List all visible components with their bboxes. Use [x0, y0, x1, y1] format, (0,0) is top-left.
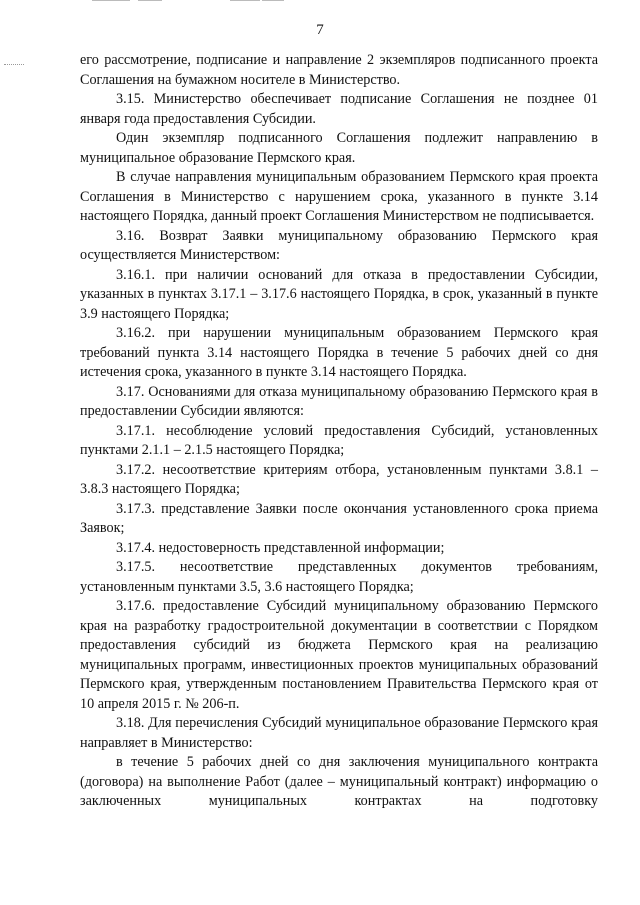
paragraph: 3.17.4. недостоверность представленной информации;	[116, 539, 445, 556]
paragraph: 3.16.1. при наличии оснований для отказа в предоставлении Субсидии, указанных в пунктах 3.17.1 – 3.17.6 настоящего Порядка, в срок, указанный в пункте 3.9 настоящего Порядка;	[80, 266, 598, 322]
paragraph: 3.17.6. предоставление Субсидий муниципальному образованию Пермского края на разработку градостроительной документации в соответствии с Порядком предоставления субсидий из бюджета Пермского края на реализацию муниципальных программ, инвестиционных проектов муниципальных образований Пермского края, утвержденным постановлением Правительства Пермского края от 10 апреля 2015 г. № 206-п.	[80, 598, 598, 712]
scan-artifact-line	[138, 0, 162, 1]
paragraph: 3.15. Министерство обеспечивает подписание Соглашения не позднее 01 января года предоставления Субсидии.	[80, 91, 598, 127]
paragraph: 3.17.5. несоответствие представленных документов требованиям, установленным пунктами 3.5, 3.6 настоящего Порядка;	[80, 559, 598, 595]
paragraph: его рассмотрение, подписание и направление 2 экземпляров подписанного проекта Соглашения на бумажном носителе в Министерство.	[80, 52, 598, 88]
scan-artifact-line	[92, 0, 130, 1]
margin-artifact	[4, 64, 24, 66]
paragraph: 3.17.3. представление Заявки после окончания установленного срока приема Заявок;	[80, 500, 598, 536]
paragraph: Один экземпляр подписанного Соглашения подлежит направлению в муниципальное образование Пермского края.	[80, 130, 598, 166]
scan-artifact-line	[262, 0, 284, 1]
paragraph: в течение 5 рабочих дней со дня заключения муниципального контракта (договора) на выполнение Работ (далее – муниципальный контракт) информацию о заключенных муниципальных контрактах на подготовку	[80, 754, 598, 809]
document-body	[80, 51, 598, 812]
scan-artifacts	[0, 0, 640, 6]
paragraph: 3.17.2. несоответствие критериям отбора, установленным пунктами 3.8.1 – 3.8.3 настоящего Порядка;	[80, 461, 598, 497]
paragraph: 3.16. Возврат Заявки муниципальному образованию Пермского края осуществляется Министерством:	[80, 227, 598, 263]
paragraph: 3.18. Для перечисления Субсидий муниципальное образование Пермского края направляет в Министерство:	[80, 715, 598, 751]
paragraph: 3.17.1. несоблюдение условий предоставления Субсидий, установленных пунктами 2.1.1 – 2.1.5 настоящего Порядка;	[80, 422, 598, 458]
scan-artifact-line	[230, 0, 260, 1]
paragraph: 3.17. Основаниями для отказа муниципальному образованию Пермского края в предоставлении Субсидии являются:	[80, 383, 598, 419]
paragraph: 3.16.2. при нарушении муниципальным образованием Пермского края требований пункта 3.14 настоящего Порядка в течение 5 рабочих дней со дня истечения срока, указанного в пункте 3.14 настоящего Порядка.	[80, 325, 598, 380]
paragraph: В случае направления муниципальным образованием Пермского края проекта Соглашения в Министерство с нарушением срока, указанного в пункте 3.14 настоящего Порядка, данный проект Соглашения Министерством не подписывается.	[80, 169, 598, 224]
page-number: 7	[316, 22, 324, 38]
